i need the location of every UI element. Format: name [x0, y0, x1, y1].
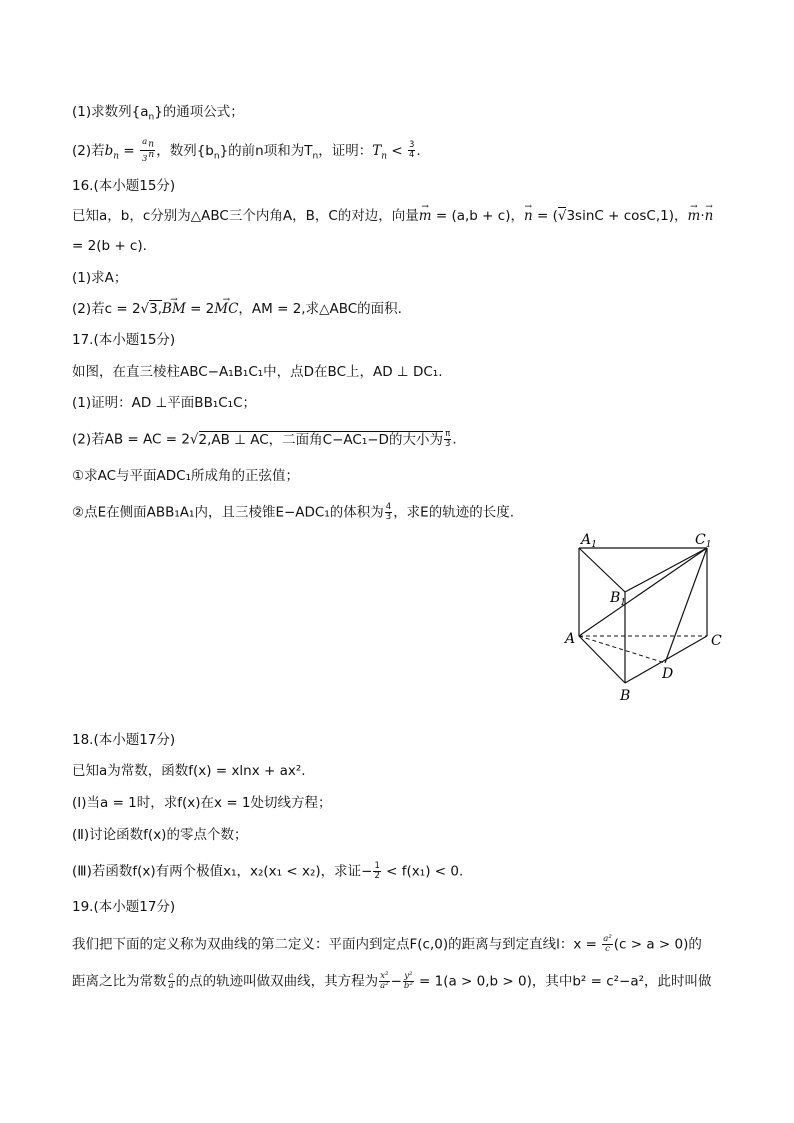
q16-stem-line2: = 2(b + c).: [72, 238, 147, 254]
label-B: B: [620, 688, 631, 704]
q18-part2: (Ⅱ)讨论函数f(x)的零点个数；: [72, 827, 248, 843]
q16-stem: 已知a，b，c分别为△ABC三个内角A，B，C的对边，向量→ m = (a,b + c)，→ n = (√3sinC + cosC,1)，→ m·→ n: [72, 207, 713, 225]
fraction-1-2: $\frac{1}{2}$: [374, 861, 380, 881]
label-C1: $C_1$: [695, 532, 712, 550]
q17-sub2: ②点E在侧面ABB₁A₁内，且三棱锥E−ADC₁的体积为 $\frac{4}{3}$ ，求E的轨迹的长度.: [72, 502, 515, 522]
q19-line1: 我们把下面的定义称为双曲线的第二定义：平面内到定点F(c,0)的距离与到定直线l：x = $\frac{\text{a²}}{c}$ (c > a > 0)的: [72, 934, 702, 954]
fraction-4-3: $\frac{4}{3}$: [385, 502, 392, 522]
fraction-a2-c: $\frac{\text{a²}}{c}$: [603, 934, 612, 954]
q18-stem: 已知a为常数，函数f(x) = xlnx + ax².: [72, 763, 306, 779]
q17-part2: (2)若AB = AC = 2√2,AB ⊥ AC，二面角C−AC₁−D的大小为 $\frac{\pi}{3}$ .: [72, 429, 457, 449]
fraction-3-4: $\frac{3}{4}$: [408, 140, 415, 161]
q16-part1: (1)求A；: [72, 270, 128, 286]
q18-part1: (Ⅰ)当a = 1时，求f(x)在x = 1处切线方程；: [72, 795, 332, 811]
q17-stem: 如图，在直三棱柱ABC−A₁B₁C₁中，点D在BC上，AD ⊥ DC₁.: [72, 364, 443, 380]
fraction-c-a: $\frac{c}{a}$: [168, 971, 174, 991]
fraction-x2-a2: $\frac{\text{x²}}{\text{a²}}$: [380, 971, 389, 991]
prism-figure: [555, 528, 735, 706]
q15-part1: (1)求数列$\{a_n\}$的通项公式；: [72, 104, 244, 123]
label-D: D: [662, 666, 674, 682]
fraction-an-over-3n: $\frac{a_n}{3^n}$: [141, 137, 155, 164]
q15-part2: (2)若$b_n$ = $\frac{a_n}{3^n}$ ，数列$\{b_n\}$的前n项和为$T_n$，证明：$T_n$ < $\frac{3}{4}$ .: [72, 137, 421, 164]
label-C: C: [711, 633, 722, 649]
q19-line2: 距离之比为常数 $\frac{c}{a}$ 的点的轨迹叫做双曲线，其方程为 $\frac{\text{x²}}{\text{a²}}$ − $\frac{\text{y²}}{\text{b²}}$ = 1(a > 0,b > 0)，其中b² = c²−a²，此时叫做: [72, 971, 712, 991]
q17-part1: (1)证明：AD ⊥平面BB₁C₁C；: [72, 395, 257, 411]
q16-part2: (2)若c = 2√3,→ BM = 2→ MC，AM = 2,求△ABC的面积.: [72, 300, 402, 318]
q17-header: 17.(本小题15分): [72, 332, 176, 348]
q19-header: 19.(本小题17分): [72, 899, 176, 915]
q18-header: 18.(本小题17分): [72, 732, 176, 748]
q16-header: 16.(本小题15分): [72, 178, 176, 194]
fraction-pi-3: $\frac{\pi}{3}$: [444, 429, 451, 449]
q17-sub1: ①求AC与平面ADC₁所成角的正弦值；: [72, 468, 299, 484]
label-B1: $B_1$: [610, 590, 627, 608]
label-A1: $A_1$: [581, 532, 597, 550]
label-A: A: [565, 631, 576, 647]
q18-part3: (Ⅲ)若函数f(x)有两个极值x₁，x₂(x₁ < x₂)，求证− $\frac{1}{2}$ < f(x₁) < 0.: [72, 861, 464, 881]
fraction-y2-b2: $\frac{\text{y²}}{\text{b²}}$: [403, 971, 413, 991]
